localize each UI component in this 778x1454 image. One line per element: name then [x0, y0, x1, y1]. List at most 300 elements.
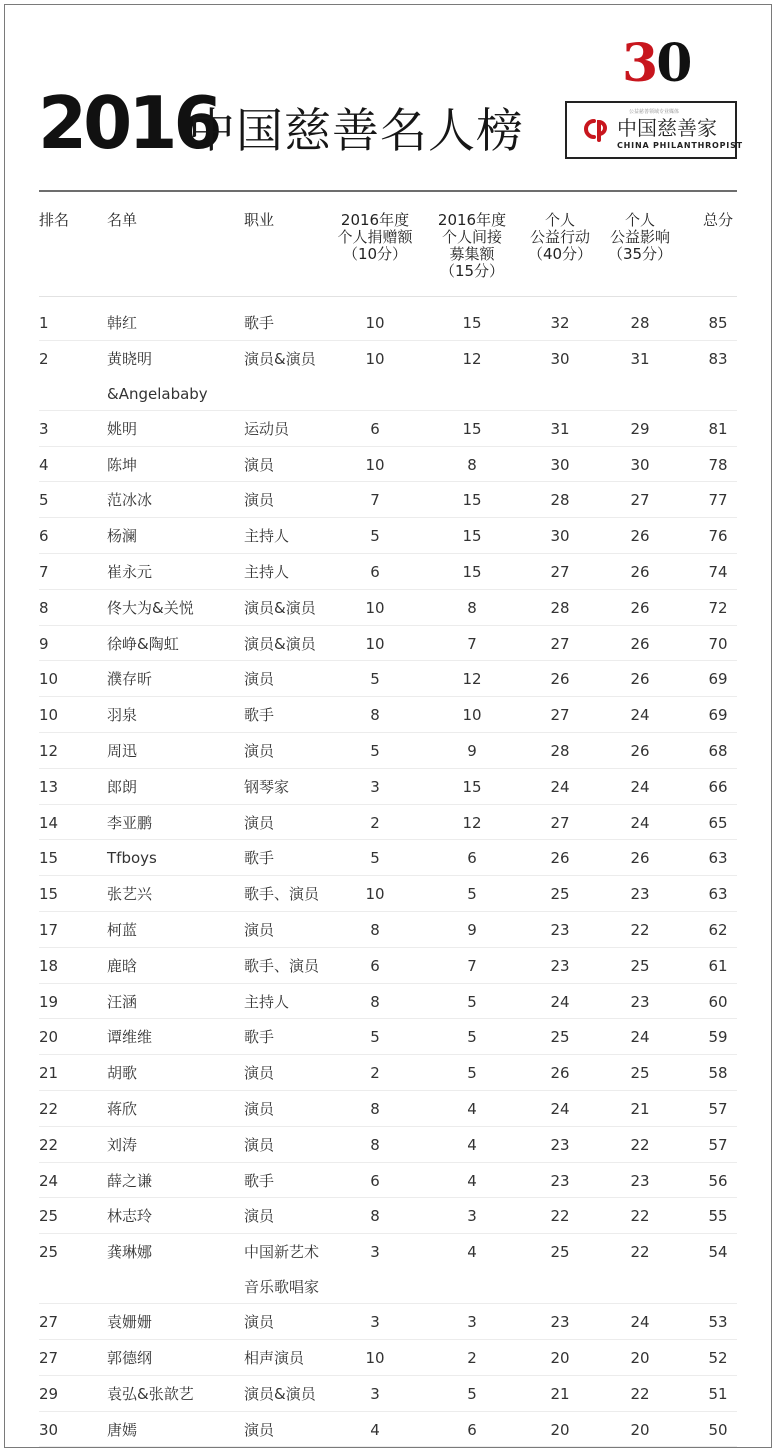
cell-influence: 22 [630, 1243, 650, 1262]
cell-influence: 24 [630, 777, 650, 796]
cell-action: 24 [550, 777, 570, 796]
page-title: 中国慈善名人榜 [188, 104, 524, 159]
cell-name: 范冰冰 [107, 491, 153, 510]
cell-donation: 5 [370, 741, 380, 760]
cell-name: 刘涛 [107, 1135, 138, 1154]
column-header-line: 2016年度 [340, 211, 410, 229]
cell-job: 演员 [244, 920, 275, 939]
cell-action: 30 [550, 527, 570, 546]
cell-rank: 27 [39, 1313, 59, 1332]
cell-fundraising: 8 [467, 598, 477, 617]
cell-influence: 23 [630, 1171, 650, 1190]
cell-donation: 5 [370, 849, 380, 868]
cell-rank: 25 [39, 1243, 59, 1262]
cell-job: 歌手 [244, 706, 275, 725]
column-header-line: 职业 [244, 211, 275, 229]
cell-name: 薛之谦 [107, 1171, 153, 1190]
cell-job: 相声演员 [244, 1348, 305, 1367]
cell-fundraising: 8 [467, 455, 477, 474]
cell-action: 25 [550, 1028, 570, 1047]
cell-rank: 15 [39, 885, 59, 904]
cell-influence: 28 [630, 314, 650, 332]
cell-influence: 31 [630, 349, 650, 368]
cell-total: 83 [708, 349, 728, 368]
cell-fundraising: 5 [467, 1028, 477, 1047]
cell-donation: 6 [370, 562, 380, 581]
cell-influence: 25 [630, 1064, 650, 1083]
cell-donation: 10 [365, 634, 385, 653]
cell-fundraising: 5 [467, 1384, 477, 1403]
cell-influence: 26 [630, 670, 650, 689]
cell-influence: 26 [630, 634, 650, 653]
title-divider [39, 190, 737, 192]
cell-fundraising: 9 [467, 741, 477, 760]
cell-donation: 7 [370, 491, 380, 510]
cell-action: 20 [550, 1348, 570, 1367]
cell-name: 黄晓明 [107, 349, 153, 368]
cell-influence: 22 [630, 920, 650, 939]
table-row [39, 733, 737, 769]
cell-rank: 24 [39, 1171, 59, 1190]
cell-total: 57 [708, 1099, 728, 1118]
cell-fundraising: 15 [462, 419, 482, 438]
cell-name: 崔永元 [107, 562, 153, 581]
cell-total: 77 [708, 491, 728, 510]
table-row [39, 984, 737, 1020]
cell-total: 57 [708, 1135, 728, 1154]
cell-influence: 24 [630, 1313, 650, 1332]
cell-fundraising: 6 [467, 1420, 477, 1439]
cell-influence: 26 [630, 741, 650, 760]
cell-donation: 10 [365, 885, 385, 904]
cell-fundraising: 5 [467, 885, 477, 904]
cell-action: 25 [550, 1243, 570, 1262]
cell-rank: 29 [39, 1384, 59, 1403]
column-header-total [695, 212, 741, 229]
table-row [39, 626, 737, 662]
cell-fundraising: 10 [462, 706, 482, 725]
cell-fundraising: 15 [462, 314, 482, 332]
cell-influence: 20 [630, 1420, 650, 1439]
cell-donation: 8 [370, 1207, 380, 1226]
ranking-table [39, 305, 737, 1447]
column-header-line: 名单 [107, 211, 138, 229]
cell-total: 69 [708, 706, 728, 725]
table-row [39, 1198, 737, 1234]
cell-fundraising: 5 [467, 992, 477, 1011]
column-header-donation [330, 212, 420, 263]
cell-action: 30 [550, 349, 570, 368]
cell-total: 70 [708, 634, 728, 653]
cell-rank: 19 [39, 992, 59, 1011]
cell-job: 演员&演员 [244, 1384, 316, 1403]
cell-fundraising: 12 [462, 670, 482, 689]
column-header-line: （10分） [342, 245, 408, 263]
cell-rank: 10 [39, 670, 59, 689]
title-year: 2016 [38, 81, 219, 165]
cell-rank: 4 [39, 455, 49, 474]
cell-donation: 2 [370, 1064, 380, 1083]
cell-total: 52 [708, 1348, 728, 1367]
cell-influence: 24 [630, 706, 650, 725]
table-row [39, 876, 737, 912]
china-philanthropist-logo [565, 101, 743, 159]
cell-rank: 22 [39, 1135, 59, 1154]
cell-name: 韩红 [107, 314, 138, 332]
cell-name: 佟大为&关悦 [107, 598, 194, 617]
cell-total: 61 [708, 956, 728, 975]
cell-action: 28 [550, 598, 570, 617]
cell-donation: 10 [365, 1348, 385, 1367]
cell-donation: 8 [370, 706, 380, 725]
cell-name: 林志玲 [107, 1207, 153, 1226]
cell-donation: 10 [365, 349, 385, 368]
cell-name: 张艺兴 [107, 885, 153, 904]
cell-donation: 3 [370, 1243, 380, 1262]
cell-rank: 2 [39, 349, 49, 368]
cell-action: 22 [550, 1207, 570, 1226]
cell-job: 音乐歌唱家 [244, 1278, 320, 1297]
cell-fundraising: 9 [467, 920, 477, 939]
cell-job: 演员 [244, 491, 275, 510]
cell-fundraising: 4 [467, 1171, 477, 1190]
table-row [39, 482, 737, 518]
issue-number-digit: 3 [622, 33, 657, 94]
cell-job: 主持人 [244, 992, 290, 1011]
cell-job: 演员 [244, 741, 275, 760]
cell-name: 唐嫣 [107, 1420, 138, 1439]
cell-influence: 26 [630, 849, 650, 868]
cell-total: 50 [708, 1420, 728, 1439]
cell-donation: 5 [370, 527, 380, 546]
cell-job: 演员&演员 [244, 598, 316, 617]
table-row [39, 1091, 737, 1127]
cell-fundraising: 3 [467, 1313, 477, 1332]
cell-name: 柯蓝 [107, 920, 138, 939]
cell-influence: 27 [630, 491, 650, 510]
cell-donation: 6 [370, 956, 380, 975]
cell-rank: 9 [39, 634, 49, 653]
cell-donation: 5 [370, 670, 380, 689]
logo-tagline: 公益慈善领域专业媒体 [629, 109, 680, 115]
cell-fundraising: 15 [462, 491, 482, 510]
cell-total: 56 [708, 1171, 728, 1190]
cell-fundraising: 3 [467, 1207, 477, 1226]
cell-total: 69 [708, 670, 728, 689]
cell-job: 演员 [244, 1420, 275, 1439]
cell-fundraising: 7 [467, 956, 477, 975]
cell-total: 58 [708, 1064, 728, 1083]
cell-action: 26 [550, 1064, 570, 1083]
table-row [39, 697, 737, 733]
cell-donation: 10 [365, 314, 385, 332]
cell-action: 28 [550, 741, 570, 760]
column-header-influence [595, 212, 685, 263]
column-header-rank [39, 212, 79, 229]
column-header-line: （40分） [527, 245, 593, 263]
table-row [39, 411, 737, 447]
cell-action: 27 [550, 562, 570, 581]
cell-total: 78 [708, 455, 728, 474]
cell-rank: 22 [39, 1099, 59, 1118]
cell-donation: 8 [370, 920, 380, 939]
cell-job: 主持人 [244, 527, 290, 546]
cell-name: 郎朗 [107, 777, 138, 796]
cell-job: 歌手 [244, 849, 275, 868]
column-header-line: 个人 [624, 211, 655, 229]
table-row [39, 590, 737, 626]
cell-rank: 12 [39, 741, 59, 760]
cell-rank: 5 [39, 491, 49, 510]
cell-donation: 10 [365, 598, 385, 617]
table-row [39, 1163, 737, 1199]
cell-rank: 30 [39, 1420, 59, 1439]
cell-rank: 6 [39, 527, 49, 546]
cell-donation: 10 [365, 455, 385, 474]
table-row [39, 661, 737, 697]
cell-action: 24 [550, 992, 570, 1011]
issue-number-logo [622, 34, 690, 94]
cell-influence: 30 [630, 455, 650, 474]
cell-name: 李亚鹏 [107, 813, 153, 832]
cp-logo-icon [581, 116, 617, 142]
cell-rank: 17 [39, 920, 59, 939]
cell-job: 演员 [244, 1135, 275, 1154]
cell-total: 76 [708, 527, 728, 546]
column-header-line: 2016年度 [437, 211, 507, 229]
cell-name: 汪涵 [107, 992, 138, 1011]
column-header-line: 个人捐赠额 [337, 228, 413, 246]
cell-name: Tfboys [107, 849, 157, 868]
cell-influence: 25 [630, 956, 650, 975]
logo-name-cn: 中国慈善家 [617, 116, 717, 140]
cell-action: 23 [550, 920, 570, 939]
cell-fundraising: 15 [462, 777, 482, 796]
cell-name: 郭德纲 [107, 1348, 153, 1367]
cell-action: 23 [550, 1135, 570, 1154]
table-row [39, 948, 737, 984]
cell-job: 演员&演员 [244, 634, 316, 653]
cell-job: 运动员 [244, 419, 290, 438]
cell-name: &Angelababy [107, 384, 208, 403]
table-row [39, 840, 737, 876]
cell-fundraising: 4 [467, 1135, 477, 1154]
cell-total: 63 [708, 849, 728, 868]
cell-influence: 23 [630, 885, 650, 904]
cell-job: 歌手 [244, 1028, 275, 1047]
cell-donation: 5 [370, 1028, 380, 1047]
logo-name-en: CHINA PHILANTHROPIST [617, 141, 743, 150]
cell-action: 24 [550, 1099, 570, 1118]
cell-fundraising: 12 [462, 349, 482, 368]
table-row [39, 1412, 737, 1448]
cell-action: 31 [550, 419, 570, 438]
header-divider [39, 296, 737, 297]
table-row [39, 554, 737, 590]
cell-fundraising: 4 [467, 1099, 477, 1118]
cell-fundraising: 2 [467, 1348, 477, 1367]
cell-action: 27 [550, 634, 570, 653]
table-row [39, 447, 737, 483]
column-header-line: 个人间接 [441, 228, 502, 246]
cell-influence: 26 [630, 527, 650, 546]
cell-job: 演员 [244, 1313, 275, 1332]
cell-job: 演员&演员 [244, 349, 316, 368]
column-header-line: （15分） [439, 262, 505, 280]
cell-total: 60 [708, 992, 728, 1011]
cell-total: 63 [708, 885, 728, 904]
cell-action: 27 [550, 706, 570, 725]
cell-fundraising: 7 [467, 634, 477, 653]
table-row [39, 1019, 737, 1055]
cell-influence: 24 [630, 1028, 650, 1047]
cell-total: 51 [708, 1384, 728, 1403]
cell-influence: 22 [630, 1384, 650, 1403]
cell-donation: 8 [370, 1099, 380, 1118]
cell-action: 30 [550, 455, 570, 474]
cell-name: 周迅 [107, 741, 138, 760]
issue-number-digit: 0 [656, 33, 691, 94]
cell-job: 演员 [244, 813, 275, 832]
cell-action: 32 [550, 314, 570, 332]
cell-action: 21 [550, 1384, 570, 1403]
cell-donation: 3 [370, 777, 380, 796]
cell-name: 鹿晗 [107, 956, 138, 975]
cell-name: 袁弘&张歆艺 [107, 1384, 194, 1403]
cell-name: 杨澜 [107, 527, 138, 546]
cell-job: 歌手、演员 [244, 956, 320, 975]
cell-influence: 21 [630, 1099, 650, 1118]
cell-donation: 4 [370, 1420, 380, 1439]
cell-name: 姚明 [107, 419, 138, 438]
column-header-line: 总分 [702, 211, 733, 229]
cell-donation: 6 [370, 1171, 380, 1190]
cell-fundraising: 4 [467, 1243, 477, 1262]
cell-influence: 23 [630, 992, 650, 1011]
cell-total: 62 [708, 920, 728, 939]
cell-donation: 6 [370, 419, 380, 438]
cell-action: 27 [550, 813, 570, 832]
cell-total: 54 [708, 1243, 728, 1262]
cell-name: 羽泉 [107, 706, 138, 725]
cell-donation: 3 [370, 1313, 380, 1332]
cell-action: 23 [550, 956, 570, 975]
cell-action: 23 [550, 1171, 570, 1190]
cell-action: 25 [550, 885, 570, 904]
column-header-name [107, 212, 167, 229]
cell-total: 85 [708, 314, 728, 332]
cell-rank: 20 [39, 1028, 59, 1047]
cell-influence: 22 [630, 1135, 650, 1154]
cell-name: 徐峥&陶虹 [107, 634, 179, 653]
cell-influence: 29 [630, 419, 650, 438]
cell-name: 蒋欣 [107, 1099, 138, 1118]
cell-rank: 18 [39, 956, 59, 975]
cell-rank: 21 [39, 1064, 59, 1083]
cell-rank: 13 [39, 777, 59, 796]
table-row [39, 1055, 737, 1091]
cell-name: 濮存昕 [107, 670, 153, 689]
cell-name: 龚琳娜 [107, 1243, 153, 1262]
table-row [39, 1234, 737, 1304]
cell-influence: 24 [630, 813, 650, 832]
table-row [39, 1340, 737, 1376]
cell-influence: 22 [630, 1207, 650, 1226]
cell-job: 歌手、演员 [244, 885, 320, 904]
table-row [39, 1376, 737, 1412]
column-header-fundraising [427, 212, 517, 280]
cell-donation: 3 [370, 1384, 380, 1403]
cell-total: 65 [708, 813, 728, 832]
cell-rank: 3 [39, 419, 49, 438]
table-row [39, 1127, 737, 1163]
cell-total: 66 [708, 777, 728, 796]
cell-job: 钢琴家 [244, 777, 290, 796]
column-header-job [244, 212, 304, 229]
table-row [39, 769, 737, 805]
cell-rank: 8 [39, 598, 49, 617]
cell-job: 演员 [244, 670, 275, 689]
cell-job: 演员 [244, 1064, 275, 1083]
column-header-line: （35分） [607, 245, 673, 263]
cell-donation: 8 [370, 992, 380, 1011]
cell-total: 53 [708, 1313, 728, 1332]
cell-donation: 8 [370, 1135, 380, 1154]
cell-fundraising: 15 [462, 527, 482, 546]
cell-job: 演员 [244, 1099, 275, 1118]
cell-donation: 2 [370, 813, 380, 832]
cell-name: 陈坤 [107, 455, 138, 474]
cell-rank: 1 [39, 314, 49, 332]
column-header-line: 排名 [39, 211, 70, 229]
cell-total: 55 [708, 1207, 728, 1226]
table-row [39, 305, 737, 341]
cell-name: 袁姗姗 [107, 1313, 153, 1332]
cell-rank: 15 [39, 849, 59, 868]
column-header-line: 公益行动 [529, 228, 590, 246]
column-header-line: 公益影响 [609, 228, 670, 246]
cell-influence: 20 [630, 1348, 650, 1367]
cell-action: 20 [550, 1420, 570, 1439]
cell-total: 72 [708, 598, 728, 617]
cell-rank: 10 [39, 706, 59, 725]
cell-rank: 14 [39, 813, 59, 832]
table-row [39, 805, 737, 841]
cell-job: 中国新艺术 [244, 1243, 320, 1262]
cell-fundraising: 15 [462, 562, 482, 581]
cell-name: 胡歌 [107, 1064, 138, 1083]
cell-influence: 26 [630, 598, 650, 617]
cell-influence: 26 [630, 562, 650, 581]
cell-rank: 27 [39, 1348, 59, 1367]
column-header-line: 个人 [544, 211, 575, 229]
cell-total: 81 [708, 419, 728, 438]
table-row [39, 518, 737, 554]
table-row [39, 1304, 737, 1340]
column-header-action [520, 212, 600, 263]
cell-job: 主持人 [244, 562, 290, 581]
column-header-line: 募集额 [449, 245, 495, 263]
cell-fundraising: 12 [462, 813, 482, 832]
cell-rank: 25 [39, 1207, 59, 1226]
table-row [39, 912, 737, 948]
cell-job: 演员 [244, 1207, 275, 1226]
cell-rank: 7 [39, 562, 49, 581]
cell-total: 68 [708, 741, 728, 760]
table-row [39, 341, 737, 411]
cell-action: 26 [550, 849, 570, 868]
cell-action: 23 [550, 1313, 570, 1332]
